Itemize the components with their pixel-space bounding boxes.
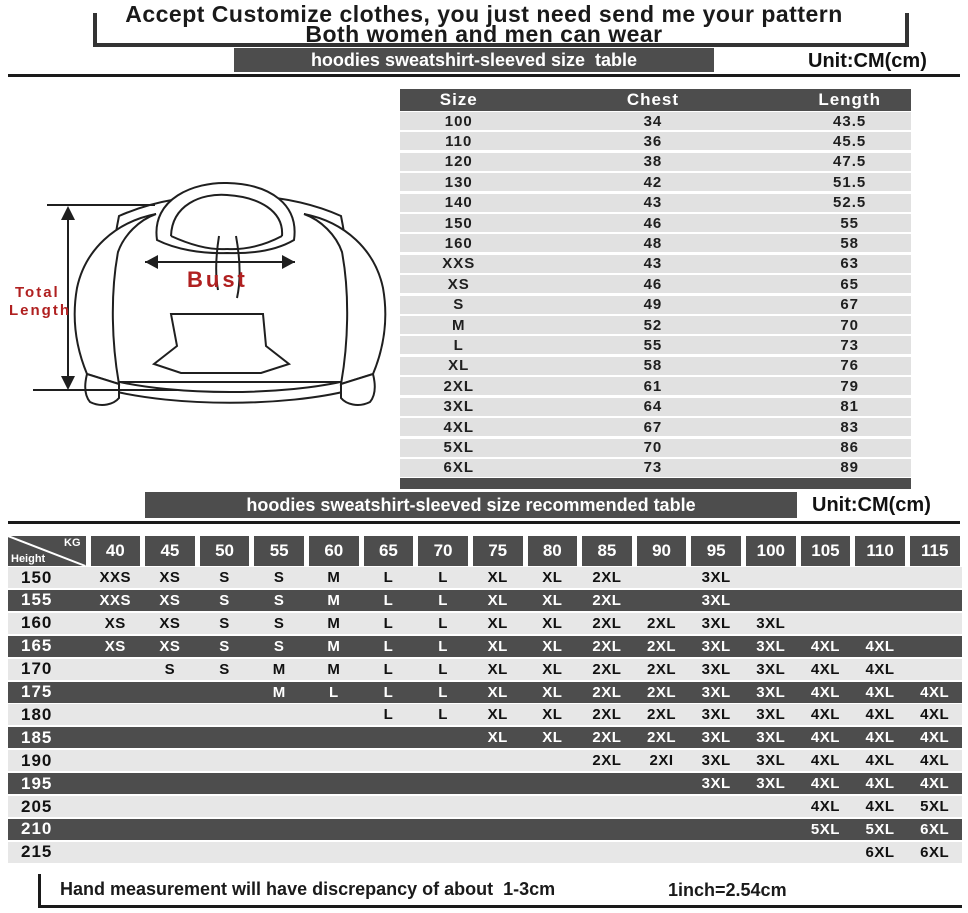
size-table-cell: 43.5 [833,112,867,130]
page-title-line1: Accept Customize clothes, you just need send me your pattern [125,1,843,27]
matrix-size-cell: 6XL [920,843,950,861]
size-table-cell: 48 [643,234,663,252]
size-table-col-size: Size [439,90,478,109]
matrix-size-cell: XL [542,569,563,586]
matrix-size-cell: S [219,637,230,655]
matrix-size-cell: 3XL [756,775,786,793]
matrix-size-cell: XL [487,637,508,655]
matrix-size-cell: 3XL [701,569,731,586]
matrix-weight-header: 90 [637,536,687,566]
size-table-cell: 100 [444,112,473,130]
matrix-size-cell: L [328,683,339,701]
matrix-size-cell: 4XL [865,683,895,701]
matrix-height-label: 190 [21,750,53,770]
matrix-size-cell: XL [487,729,508,747]
matrix-size-cell: 2XL [592,660,622,678]
size-table-row [400,132,911,150]
matrix-size-cell: S [219,614,230,632]
matrix-size-cell: XXS [99,591,132,609]
section2-title-bar: hoodies sweatshirt-sleeved size recommended table [145,492,797,518]
matrix-size-cell: M [272,683,286,701]
matrix-size-cell: XL [542,591,563,609]
matrix-size-cell: S [219,660,230,678]
matrix-size-cell: 3XL [756,637,786,655]
matrix-weight-header: 40 [91,536,141,566]
matrix-row [8,590,962,611]
size-table-cell: 47.5 [833,153,867,171]
size-table-cell: S [453,296,465,314]
size-table-cell: 67 [840,296,859,314]
matrix-size-cell: 4XL [865,752,895,770]
size-table-cell: 3XL [443,398,475,416]
matrix-height-label: 210 [21,819,53,839]
matrix-weight-header: 80 [528,536,578,566]
size-table-cell: 79 [840,377,859,395]
size-table-cell: 52.5 [833,194,867,212]
matrix-size-cell: 4XL [810,637,840,655]
matrix-header [8,536,962,566]
size-table-row [400,153,911,171]
size-table-cell: 81 [840,398,859,416]
matrix-size-cell: L [438,706,448,724]
divider-top [8,74,960,77]
footer-bottom-line [38,905,962,908]
matrix-size-cell: 3XL [756,729,786,747]
matrix-size-cell: L [438,660,448,678]
size-table-cell: 150 [444,214,473,232]
size-table-cell: XL [448,357,470,375]
recommended-table [8,536,962,863]
matrix-size-cell: 2XL [592,706,622,724]
size-table-row [400,296,911,314]
matrix-height-label: 175 [21,682,53,702]
matrix-weight-header: 75 [473,536,523,566]
size-table-cell: 43 [643,194,663,212]
size-table-row [400,316,911,334]
size-table-footer-bar [400,478,911,489]
footer-conversion: 1inch=2.54cm [668,880,787,900]
matrix-size-cell: S [273,637,285,655]
size-table-row [400,173,911,191]
total-length-label-line2: Length [9,302,71,319]
size-table-col-length: Length [818,90,881,109]
size-table-cell: 43 [643,255,663,273]
matrix-size-cell: 4XL [920,706,950,724]
matrix-size-cell: XL [542,729,563,747]
size-table-row [400,214,911,232]
matrix-weight-header: 105 [801,536,851,566]
matrix-size-cell: 5XL [865,820,895,838]
matrix-size-cell: 4XL [920,752,950,770]
matrix-size-cell: M [327,569,341,586]
matrix-height-label: 180 [21,704,53,724]
matrix-size-cell: S [273,569,285,586]
matrix-height-label: 150 [21,567,53,587]
matrix-size-cell: L [438,614,448,632]
matrix-size-cell: XL [487,660,508,678]
matrix-size-cell: 4XL [810,775,840,793]
size-table-cell: 89 [840,459,859,477]
matrix-size-cell: 3XL [701,591,731,609]
matrix-weight-header: 60 [309,536,359,566]
size-table-cell: XXS [442,255,476,273]
matrix-size-cell: XXS [99,569,132,586]
matrix-size-cell: XS [159,591,181,609]
matrix-size-cell: 2XL [592,591,622,609]
matrix-size-cell: XL [487,614,508,632]
matrix-size-cell: XL [487,706,508,724]
matrix-height-label: 195 [21,773,53,793]
size-table-cell: 120 [444,153,473,171]
size-table-cell: 36 [643,132,663,150]
matrix-size-cell: 2XL [647,660,677,678]
size-table-cell: 67 [643,418,663,436]
matrix-size-cell: S [219,591,230,609]
matrix-row [8,613,962,634]
matrix-size-cell: XS [104,614,126,632]
matrix-height-label: 170 [21,659,53,679]
hoodie-measurement-diagram [5,150,397,450]
matrix-size-cell: S [273,591,285,609]
matrix-size-cell: XL [542,683,563,701]
corner-kg-label: KG [64,537,81,549]
size-table-cell: 55 [643,336,663,354]
matrix-size-cell: 2XL [647,637,677,655]
matrix-body [8,567,962,863]
size-table-cell: 110 [445,132,473,150]
matrix-size-cell: M [327,614,341,632]
size-table-cell: 6XL [443,459,475,477]
matrix-height-label: 215 [21,842,53,862]
size-table-cell: 70 [840,316,859,334]
matrix-size-cell: XS [104,637,126,655]
matrix-size-cell: 2XL [592,614,622,632]
matrix-size-cell: L [438,569,448,586]
matrix-row [8,773,962,794]
size-table-cell: 38 [643,153,663,171]
matrix-size-cell: 2XL [592,683,622,701]
matrix-size-cell: XL [542,637,563,655]
matrix-size-cell: 3XL [701,614,731,632]
title-underline-bracket [93,13,909,47]
matrix-size-cell: 6XL [865,843,895,861]
size-table-header [400,89,911,111]
matrix-size-cell: XL [542,660,563,678]
matrix-size-cell: 2XL [647,729,677,747]
matrix-size-cell: 4XL [865,729,895,747]
matrix-row [8,727,962,748]
size-table-cell: 34 [643,112,663,130]
matrix-size-cell: L [383,683,394,701]
matrix-size-cell: 3XL [701,729,731,747]
matrix-size-cell: L [383,660,394,678]
matrix-weight-header: 100 [746,536,796,566]
size-table-cell: 49 [643,296,663,314]
size-table-cell: 83 [840,418,859,436]
size-table-cell: 46 [643,214,663,232]
size-table-row [400,398,911,416]
section1-unit-label: Unit:CM(cm) [808,50,927,72]
matrix-weight-header: 85 [582,536,632,566]
size-table-cell: 42 [643,173,663,191]
matrix-height-label: 185 [21,727,53,747]
matrix-size-cell: 2XL [592,569,622,586]
size-table-rows [400,112,911,477]
matrix-size-cell: 4XL [865,798,895,816]
matrix-size-cell: L [438,591,448,609]
matrix-size-cell: 3XL [756,706,786,724]
matrix-size-cell: 4XL [810,729,840,747]
size-table-cell: 76 [840,357,859,375]
size-table-cell: 140 [444,194,473,212]
matrix-size-cell: XL [542,614,563,632]
matrix-row [8,750,962,771]
matrix-row [8,819,962,840]
matrix-size-cell: 4XL [865,637,895,655]
size-table-cell: XS [447,275,470,293]
size-table-row [400,234,911,252]
size-table-cell: L [453,336,464,354]
size-table-row [400,194,911,212]
matrix-row [8,842,962,863]
size-table-cell: 51.5 [833,173,867,191]
matrix-size-cell: 2XL [592,729,622,747]
matrix-size-cell: 4XL [810,752,840,770]
size-table [400,89,911,489]
matrix-size-cell: L [383,614,394,632]
matrix-size-cell: 3XL [756,660,786,678]
matrix-size-cell: S [219,569,230,586]
matrix-weight-header: 110 [855,536,905,566]
matrix-size-cell: XL [487,591,508,609]
matrix-size-cell: 2XL [647,614,677,632]
matrix-size-cell: XS [159,637,181,655]
size-table-cell: M [452,316,466,334]
matrix-row [8,704,962,725]
footer-note: Hand measurement will have discrepancy of about 1-3cm [60,879,556,899]
matrix-weight-header: 65 [364,536,414,566]
matrix-size-cell: 3XL [701,683,731,701]
size-table-cell: 86 [840,439,859,456]
matrix-row [8,796,962,817]
size-table-cell: 2XL [443,377,475,395]
total-length-label-line1: Total [15,284,60,301]
size-table-row [400,377,911,395]
matrix-size-cell: 4XL [865,706,895,724]
size-table-cell: 73 [643,459,663,477]
matrix-size-cell: XS [159,614,181,632]
size-table-row [400,275,911,293]
matrix-size-cell: L [383,706,394,724]
divider-mid [8,521,960,524]
matrix-row [8,682,962,703]
matrix-size-cell: M [327,660,341,678]
matrix-size-cell: 3XL [756,752,786,770]
matrix-weight-header: 50 [200,536,250,566]
matrix-height-label: 205 [21,796,53,816]
matrix-size-cell: S [273,614,285,632]
size-table-cell: 52 [643,316,663,334]
matrix-size-cell: 4XL [810,798,840,816]
matrix-size-cell: 3XL [701,775,731,793]
matrix-size-cell: 4XL [920,683,950,701]
matrix-size-cell: XS [159,569,181,586]
matrix-size-cell: 5XL [810,820,840,838]
matrix-weight-header: 45 [145,536,195,566]
corner-height-label: Height [11,553,46,565]
page-title-line2: Both women and men can wear [305,21,663,47]
matrix-weight-header: 70 [418,536,468,566]
size-table-row [400,439,911,457]
matrix-size-cell: M [272,660,286,678]
matrix-size-cell: 3XL [701,752,731,770]
size-table-cell: 130 [444,173,473,191]
matrix-size-cell: L [383,569,394,586]
matrix-height-label: 160 [21,613,53,633]
matrix-size-cell: M [327,637,341,655]
matrix-size-cell: 2XI [649,752,674,770]
size-table-cell: 45.5 [833,132,867,150]
matrix-size-cell: 4XL [865,775,895,793]
size-table-col-chest: Chest [626,90,680,109]
bust-label: Bust [187,267,248,292]
matrix-corner-cell [8,536,86,566]
size-table-cell: 65 [840,275,859,293]
matrix-size-cell: 3XL [701,637,731,655]
matrix-size-cell: 5XL [920,798,950,816]
size-table-row [400,418,911,436]
matrix-size-cell: 6XL [920,820,950,838]
size-table-row [400,112,911,130]
matrix-height-label: 165 [21,636,53,656]
matrix-size-cell: 3XL [756,614,786,632]
matrix-height-label: 155 [21,590,53,610]
matrix-size-cell: S [164,660,176,678]
matrix-size-cell: XL [542,706,563,724]
matrix-size-cell: 2XL [592,637,622,655]
matrix-weight-header: 55 [254,536,304,566]
size-table-cell: 58 [643,357,663,375]
section2-unit-label: Unit:CM(cm) [812,494,931,516]
size-table-cell: 160 [444,234,473,252]
size-table-cell: 46 [643,275,663,293]
matrix-row [8,636,962,657]
matrix-size-cell: XL [487,683,508,701]
matrix-size-cell: 4XL [810,706,840,724]
matrix-size-cell: 3XL [701,706,731,724]
size-table-cell: 73 [840,336,859,354]
matrix-size-cell: L [383,591,394,609]
footer-left-line [38,874,41,908]
size-table-row [400,357,911,375]
size-table-row [400,255,911,273]
section1-title-bar: hoodies sweatshirt-sleeved size table [234,48,714,72]
matrix-size-cell: 2XL [592,752,622,770]
matrix-size-cell: XL [487,569,508,586]
matrix-row [8,567,962,588]
size-table-cell: 70 [643,439,663,456]
size-table-cell: 4XL [443,418,475,436]
matrix-size-cell: 4XL [810,683,840,701]
size-table-cell: 63 [840,255,859,273]
size-table-cell: 58 [840,234,859,252]
matrix-size-cell: M [327,591,341,609]
matrix-weight-header: 95 [691,536,741,566]
matrix-size-cell: L [438,637,448,655]
matrix-weight-header: 115 [910,536,960,566]
matrix-size-cell: L [438,683,448,701]
matrix-size-cell: 4XL [810,660,840,678]
size-table-cell: 55 [840,214,859,232]
matrix-size-cell: 2XL [647,683,677,701]
size-table-cell: 64 [643,398,663,416]
size-table-cell: 5XL [443,439,475,456]
matrix-size-cell: 4XL [865,660,895,678]
size-table-cell: 61 [643,377,663,395]
size-table-row [400,459,911,477]
matrix-size-cell: 2XL [647,706,677,724]
matrix-size-cell: 4XL [920,775,950,793]
size-table-row [400,336,911,354]
matrix-size-cell: 4XL [920,729,950,747]
matrix-size-cell: L [383,637,394,655]
matrix-row [8,659,962,680]
matrix-size-cell: 3XL [701,660,731,678]
matrix-size-cell: 3XL [756,683,786,701]
